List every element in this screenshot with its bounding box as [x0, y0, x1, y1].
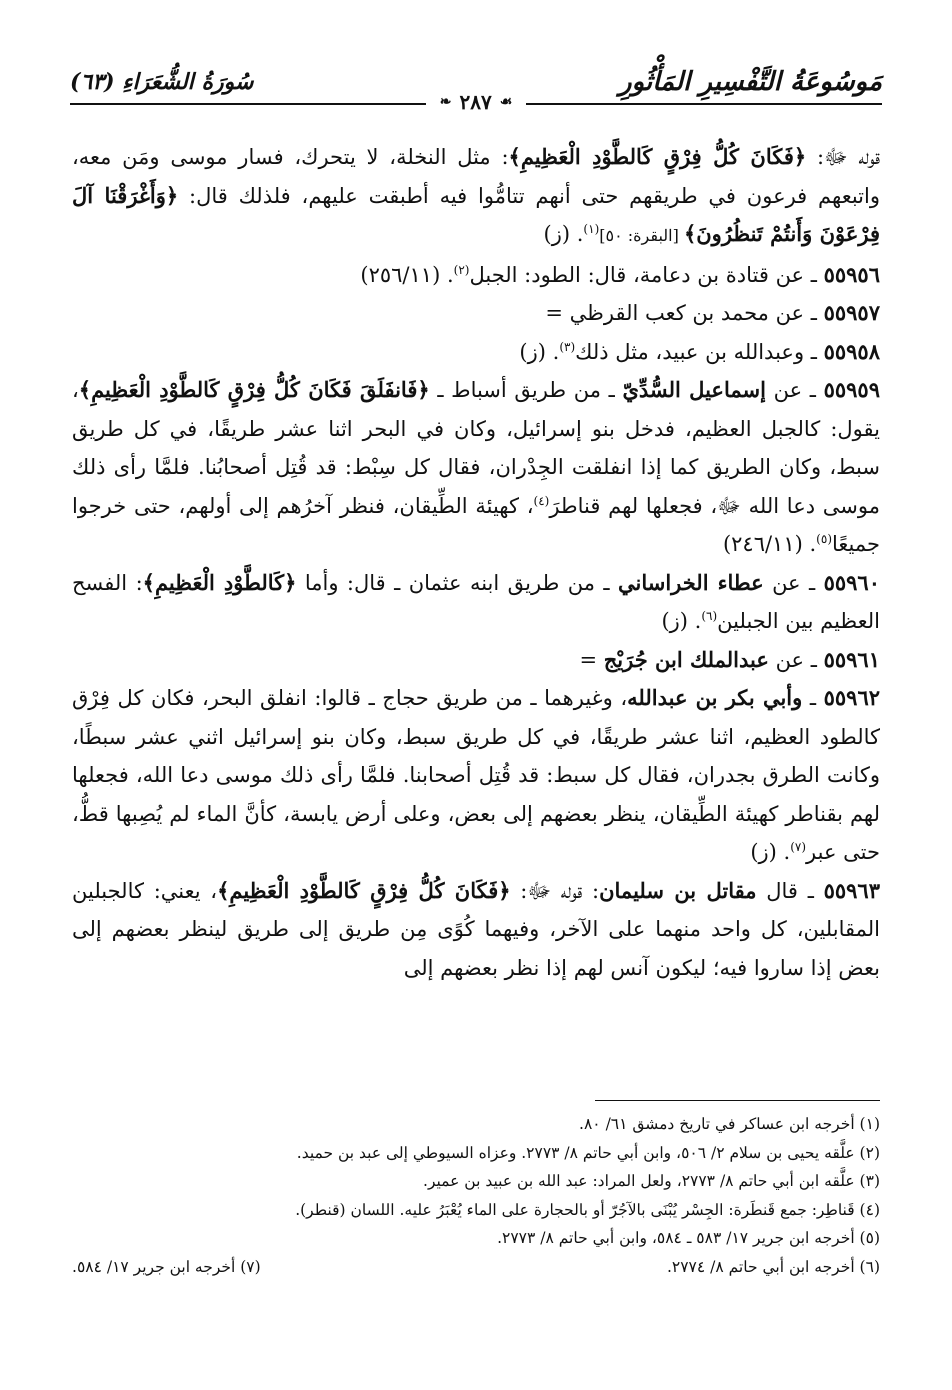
ornament-icon: ❧	[439, 94, 452, 110]
page-number	[426, 90, 527, 114]
footnote-rule	[595, 1100, 880, 1101]
footnote-5: (٥) أخرجه ابن جرير ١٧/ ٥٨٣ ـ ٥٨٤، وابن أبي حاتم ٨/ ٢٧٧٣.	[497, 1229, 880, 1247]
book-title: مَوسُوعَةُ التَّفْسِيرِ المَأْثُورِ	[619, 67, 882, 97]
footnote-marker[interactable]: (٢)	[453, 262, 470, 277]
footnote-marker[interactable]: (٤)	[533, 493, 550, 508]
quran-verse: ﴿فَكَانَ كُلُّ فِرْقٍ كَالطَّوْدِ الْعَظِيمِ﴾	[217, 877, 511, 903]
narrator-name: عطاء الخراساني	[617, 569, 764, 595]
quran-verse: ﴿وَأَغْرَقْنَا آلَ فِرْعَوْنَ وَأَنتُمْ تَنظُرُونَ﴾	[72, 182, 880, 246]
narration-number: ٥٥٩٦٢	[823, 685, 881, 710]
narration-number: ٥٥٩٥٦	[823, 261, 880, 287]
footnote-2: (٢) علَّقه يحيى بن سلام ٢/ ٥٠٦، وابن أبي حاتم ٨/ ٢٧٧٣. وعزاه السيوطي إلى عبد بن حميد.	[296, 1143, 880, 1162]
footnote-3: (٣) علَّقه ابن أبي حاتم ٨/ ٢٧٧٣، ولعل المراد: عبد الله بن عبيد بن عمير.	[423, 1172, 880, 1190]
page-number-text: ٢٨٧	[459, 90, 492, 114]
footnote-marker[interactable]: (١)	[583, 222, 600, 236]
narrator-name: مقاتل بن سليمان	[599, 877, 757, 903]
narration-55957: ٥٥٩٥٧ ـ عن محمد بن كعب القرظي =	[545, 300, 880, 325]
quran-verse: ﴿فَانفَلَقَ فَكَانَ كُلُّ فِرْقٍ كَالطَّوْدِ الْعَظِيمِ﴾	[78, 377, 430, 402]
footnote-4: (٤) قَناطِر: جمع قَنطَرة: الجِسْر يُبْنَى بالآجُرّ أو بالحجارة على الماء يُعْبَرُ عليه. اللسان (قنطر).	[295, 1200, 880, 1219]
ornament-icon: ☙	[499, 94, 513, 110]
verse-reference: [البقرة: ٥٠]	[599, 226, 684, 245]
footnotes	[72, 1110, 880, 1281]
footnote-6: (٦) أخرجه ابن أبي حاتم ٨/ ٢٧٧٤.	[666, 1257, 880, 1276]
narration-number: ٥٥٩٥٧	[823, 300, 880, 325]
narration-55960: ٥٥٩٦٠ ـ عن عطاء الخراساني ـ من طريق ابنه عثمان ـ قال: وأما ﴿كَالطَّوْدِ الْعَظِيمِ﴾: الفسح العظيم بين الجبلين$^{(٦)}$. (ز)	[72, 569, 880, 633]
narrator-name: عبدالملك ابن جُرَيْج	[603, 646, 769, 672]
surah-title: سُورَةُ الشُّعَرَاءِ (٦٣)	[70, 69, 254, 95]
narration-55956: ٥٥٩٥٦ ـ عن قتادة بن دعامة، قال: الطود: الجبل$^{(٢)}$. (٢٥٦/١١)	[360, 261, 880, 287]
narration-number: ٥٥٩٥٩	[823, 377, 880, 402]
footnote-marker[interactable]: (٦)	[701, 609, 718, 623]
footnote-1: (١) أخرجه ابن عساكر في تاريخ دمشق ٦١/ ٨٠.	[579, 1115, 880, 1133]
narration-55963: ٥٥٩٦٣ ـ قال مقاتل بن سليمان: قوله ﷻ: ﴿فَكَانَ كُلُّ فِرْقٍ كَالطَّوْدِ الْعَظِيمِ﴾، يعني: كالجبلين المقابلين، كل واحد منهما على الآخر، وفيهما كُوًى مِن طريق إلى طريق لينظر بعضهم إلى بعض إذا ساروا فيه؛ ليكون آنس لهم إذا نظر بعضهم إلى	[72, 877, 880, 980]
narration-number: ٥٥٩٦٣	[823, 877, 880, 903]
narration-55959: ٥٥٩٥٩ ـ عن إسماعيل السُّدِّيّ ـ من طريق أسباط ـ ﴿فَانفَلَقَ فَكَانَ كُلُّ فِرْقٍ كَالطَّوْدِ الْعَظِيمِ﴾، يقول: كالجبل العظيم، فدخل بنو إسرائيل، وكان في البحر اثنا عشر طريقًا، في كل طريق سبط، وكان الطريق كما إذا انفلقت الجِدْران، فقال كل سِبْط: قد قُتِل أصحابُنا. فلمَّا رأى ذلك موسى دعا الله ﷻ، فجعلها لهم قناطرَ$^{(٤)}$، كهيئة الطِّيقان، فنظر آخرُهم إلى أولهم، حتى خرجوا جميعًا$^{(٥)}$. (٢٤٦/١١)	[72, 377, 881, 556]
narration-55962: ٥٥٩٦٢ ـ وأبي بكر بن عبدالله، وغيرهما ـ من طريق حجاج ـ قالوا: انفلق البحر، فكان كل فِرْق كالطود العظيم، اثنا عشر طريقًا، في كل طريق سبط، وكان بنو إسرائيل اثني عشر سبطًا، وكانت الطرق بجدران، فقال كل سبط: قد قُتِل أصحابنا. فلمَّا رأى ذلك موسى دعا الله، فجعلها لهم بقناطر كهيئة الطِّيقان، ينظر بعضهم إلى بعض، وعلى أرض يابسة، كأنَّ الماء لم يُصِبها قطُّ، حتى عبر$^{(٧)}$. (ز)	[72, 685, 881, 864]
footnote-row	[72, 1253, 880, 1282]
footnote-marker[interactable]: (٥)	[816, 532, 832, 546]
quran-verse: ﴿فَكَانَ كُلُّ فِرْقٍ كَالطَّوْدِ الْعَظِيمِ﴾	[508, 144, 807, 169]
narrator-name: إسماعيل السُّدِّيّ	[622, 377, 766, 402]
main-text	[72, 138, 880, 987]
footnote-7: (٧) أخرجه ابن جرير ١٧/ ٥٨٤.	[72, 1257, 261, 1276]
narration-55961: ٥٥٩٦١ ـ عن عبدالملك ابن جُرَيْج =	[579, 646, 880, 672]
footnote-marker[interactable]: (٧)	[790, 840, 807, 854]
narrator-name: وأبي بكر بن عبدالله	[627, 685, 803, 710]
narration-55958: ٥٥٩٥٨ ـ وعبدالله بن عبيد، مثل ذلك$^{(٣)}$. (ز)	[519, 338, 880, 364]
quran-verse: ﴿كَالطَّوْدِ الْعَظِيمِ﴾	[142, 569, 297, 595]
footnote-marker[interactable]: (٣)	[559, 339, 576, 354]
paragraph-intro: قوله ﷻ: ﴿فَكَانَ كُلُّ فِرْقٍ كَالطَّوْدِ الْعَظِيمِ﴾: مثل النخلة، لا يتحرك، فسار موسى ومَن معه، واتبعهم فرعون في طريقهم حتى أنهم تتامُّوا فيه أطبقت عليهم، فلذلك قال: ﴿وَأَغْرَقْنَا آلَ فِرْعَوْنَ وَأَنتُمْ تَنظُرُونَ﴾ [البقرة: ٥٠]$^{(١)}$. (ز)	[72, 144, 880, 246]
narration-number: ٥٥٩٦١	[823, 646, 880, 672]
narration-number: ٥٥٩٥٨	[823, 338, 880, 364]
narration-number: ٥٥٩٦٠	[823, 569, 880, 595]
